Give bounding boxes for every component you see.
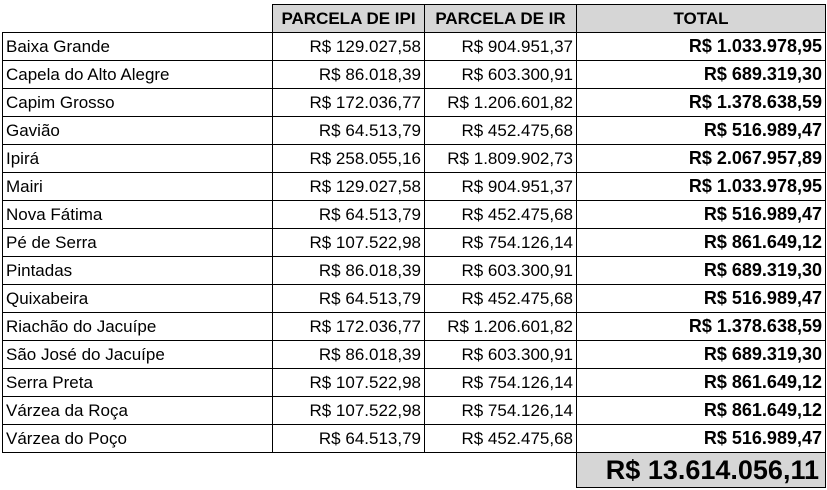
ir-value: R$ 603.300,91 [425, 257, 577, 285]
total-value: R$ 516.989,47 [577, 117, 826, 145]
total-value: R$ 689.319,30 [577, 61, 826, 89]
municipality-name: Pintadas [3, 257, 273, 285]
ipi-value: R$ 258.055,16 [273, 145, 425, 173]
total-value: R$ 516.989,47 [577, 201, 826, 229]
total-value: R$ 861.649,12 [577, 369, 826, 397]
table-row [3, 173, 826, 201]
total-value: R$ 2.067.957,89 [577, 145, 826, 173]
ipi-value: R$ 64.513,79 [273, 117, 425, 145]
ir-value: R$ 904.951,37 [425, 173, 577, 201]
ipi-value: R$ 107.522,98 [273, 397, 425, 425]
total-value: R$ 516.989,47 [577, 285, 826, 313]
ipi-value: R$ 86.018,39 [273, 61, 425, 89]
ipi-value: R$ 64.513,79 [273, 425, 425, 453]
municipality-name: Várzea do Poço [3, 425, 273, 453]
total-value: R$ 1.378.638,59 [577, 313, 826, 341]
grand-total-spacer [273, 453, 425, 488]
ipi-value: R$ 172.036,77 [273, 313, 425, 341]
table-row [3, 117, 826, 145]
table-body [3, 33, 826, 453]
ipi-value: R$ 86.018,39 [273, 341, 425, 369]
header-row [3, 5, 826, 33]
ipi-value: R$ 129.027,58 [273, 173, 425, 201]
ipi-value: R$ 86.018,39 [273, 257, 425, 285]
grand-total-value: R$ 13.614.056,11 [577, 453, 826, 488]
municipality-name: Quixabeira [3, 285, 273, 313]
ir-value: R$ 452.475,68 [425, 201, 577, 229]
table-row [3, 313, 826, 341]
ipi-value: R$ 64.513,79 [273, 201, 425, 229]
municipality-name: Ipirá [3, 145, 273, 173]
municipality-name: Mairi [3, 173, 273, 201]
ir-value: R$ 754.126,14 [425, 229, 577, 257]
ir-value: R$ 1.206.601,82 [425, 313, 577, 341]
table-row [3, 285, 826, 313]
municipality-name: Gavião [3, 117, 273, 145]
ir-value: R$ 452.475,68 [425, 117, 577, 145]
ipi-value: R$ 64.513,79 [273, 285, 425, 313]
ipi-value: R$ 172.036,77 [273, 89, 425, 117]
ipi-value: R$ 107.522,98 [273, 369, 425, 397]
header-ir: PARCELA DE IR [425, 5, 577, 33]
table-row [3, 425, 826, 453]
municipality-name: Nova Fátima [3, 201, 273, 229]
total-value: R$ 861.649,12 [577, 397, 826, 425]
ir-value: R$ 754.126,14 [425, 369, 577, 397]
ipi-value: R$ 129.027,58 [273, 33, 425, 61]
total-value: R$ 689.319,30 [577, 257, 826, 285]
municipality-name: Riachão do Jacuípe [3, 313, 273, 341]
header-ipi: PARCELA DE IPI [273, 5, 425, 33]
municipality-name: Capim Grosso [3, 89, 273, 117]
table-row [3, 257, 826, 285]
municipality-name: Serra Preta [3, 369, 273, 397]
ir-value: R$ 1.206.601,82 [425, 89, 577, 117]
header-total: TOTAL [577, 5, 826, 33]
grand-total-row [3, 453, 826, 488]
municipality-name: Capela do Alto Alegre [3, 61, 273, 89]
table-row [3, 89, 826, 117]
table-row [3, 229, 826, 257]
ipi-value: R$ 107.522,98 [273, 229, 425, 257]
total-value: R$ 1.033.978,95 [577, 33, 826, 61]
table-row [3, 201, 826, 229]
ir-value: R$ 603.300,91 [425, 61, 577, 89]
total-value: R$ 1.033.978,95 [577, 173, 826, 201]
total-value: R$ 1.378.638,59 [577, 89, 826, 117]
grand-total-spacer [3, 453, 273, 488]
municipality-name: São José do Jacuípe [3, 341, 273, 369]
ir-value: R$ 904.951,37 [425, 33, 577, 61]
table-row [3, 61, 826, 89]
table-row [3, 369, 826, 397]
municipality-name: Baixa Grande [3, 33, 273, 61]
table-row [3, 145, 826, 173]
table-row [3, 397, 826, 425]
ir-value: R$ 452.475,68 [425, 425, 577, 453]
header-blank-cell [3, 5, 273, 33]
ir-value: R$ 1.809.902,73 [425, 145, 577, 173]
grand-total-spacer [425, 453, 577, 488]
municipal-transfer-table [2, 4, 826, 488]
ir-value: R$ 603.300,91 [425, 341, 577, 369]
total-value: R$ 516.989,47 [577, 425, 826, 453]
total-value: R$ 861.649,12 [577, 229, 826, 257]
total-value: R$ 689.319,30 [577, 341, 826, 369]
ir-value: R$ 452.475,68 [425, 285, 577, 313]
table-row [3, 341, 826, 369]
municipality-name: Pé de Serra [3, 229, 273, 257]
table-row [3, 33, 826, 61]
ir-value: R$ 754.126,14 [425, 397, 577, 425]
municipality-name: Várzea da Roça [3, 397, 273, 425]
